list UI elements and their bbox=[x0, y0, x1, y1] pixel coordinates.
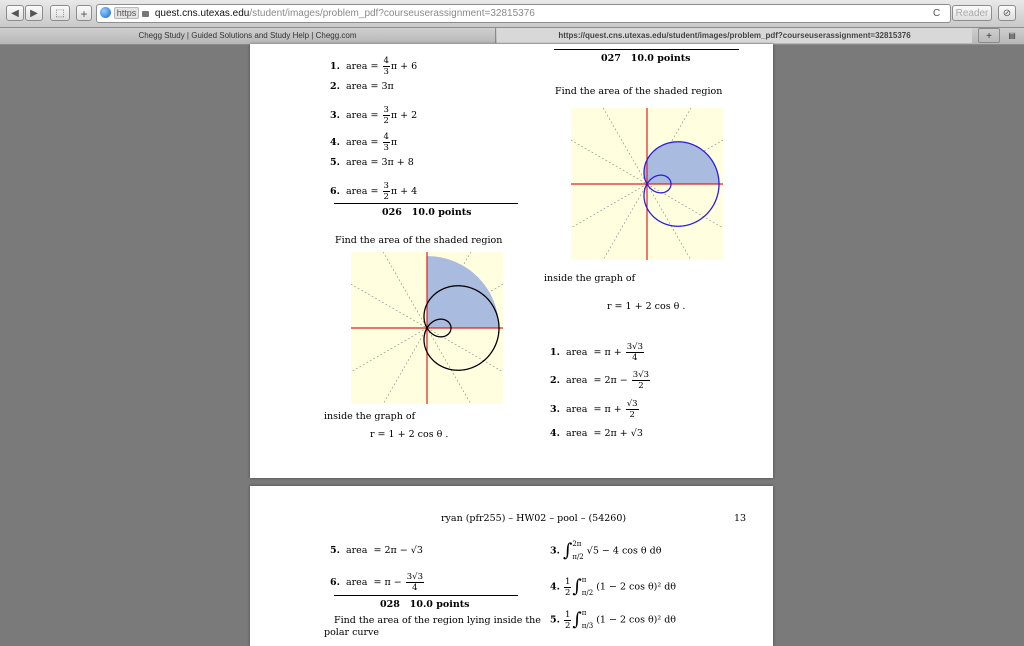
question-027-equation: r = 1 + 2 cos θ . bbox=[607, 301, 686, 312]
question-026-inside: inside the graph of bbox=[324, 411, 416, 422]
integral-sign: ∫ bbox=[572, 609, 582, 630]
pdf-page-13 bbox=[250, 486, 773, 646]
new-tab-button[interactable] bbox=[76, 5, 92, 21]
reload-icon[interactable]: C bbox=[933, 8, 941, 19]
question-026-header: 026 10.0 points bbox=[382, 207, 472, 218]
answer-027-4: 4. area = 2π + √3 bbox=[550, 428, 643, 439]
page-number: 13 bbox=[734, 513, 747, 524]
stop-button[interactable] bbox=[998, 5, 1016, 21]
answer-5: 5. area = 3π + 8 bbox=[330, 157, 414, 168]
answer-027-2: 2. area = 2π − $\frac{3√3}{2}$ bbox=[550, 370, 650, 391]
question-028-prompt-line2: polar curve bbox=[324, 627, 380, 638]
url-scheme: https bbox=[114, 7, 140, 19]
url-domain: quest.cns.utexas.edu bbox=[154, 8, 250, 19]
stop-icon: ⊘ bbox=[1002, 8, 1012, 19]
plus-icon: + bbox=[986, 31, 992, 42]
question-027-header: 027 10.0 points bbox=[601, 53, 691, 64]
forward-button[interactable] bbox=[25, 5, 43, 21]
answer-5: 5. area = 2π − √3 bbox=[330, 545, 423, 556]
answer-6: 6. area = $\frac{3}{2}$ π + 4 bbox=[330, 181, 418, 202]
question-027-inside: inside the graph of bbox=[544, 273, 636, 284]
tab-chegg[interactable]: Chegg Study | Guided Solutions and Study Help | Chegg.com bbox=[0, 28, 496, 43]
question-026-equation: r = 1 + 2 cos θ . bbox=[370, 429, 449, 440]
answer-2: 2. area = 3π bbox=[330, 81, 394, 92]
answer-3: 3. area = $\frac{3}{2}$ π + 2 bbox=[330, 105, 418, 126]
add-tab-button[interactable] bbox=[978, 28, 1000, 43]
answer-4: 4. area = $\frac{4}{3}$ π bbox=[330, 132, 398, 153]
integral-sign: ∫ bbox=[572, 576, 582, 597]
forward-icon: ▶ bbox=[30, 8, 38, 19]
question-divider bbox=[334, 595, 518, 596]
url-path: /student/images/problem_pdf?courseuserassignment=32815376 bbox=[249, 8, 535, 19]
browser-toolbar bbox=[0, 0, 1024, 28]
integral-option-4: 4. $\frac{1}{2}$ ∫ π π/2 (1 − 2 cos θ)² dθ bbox=[550, 576, 677, 598]
lock-icon bbox=[142, 11, 149, 17]
tab-quest-pdf[interactable]: https://quest.cns.utexas.edu/student/images/problem_pdf?courseuserassignment=32815376 bbox=[497, 28, 972, 43]
question-027-prompt: Find the area of the shaded region bbox=[555, 86, 723, 97]
back-button[interactable] bbox=[6, 5, 24, 21]
polar-figure-027 bbox=[571, 108, 723, 260]
page-header: ryan (pfr255) – HW02 – pool – (54260) bbox=[441, 513, 627, 524]
back-icon: ◀ bbox=[11, 8, 19, 19]
tab-bar bbox=[0, 28, 1024, 45]
answer-027-1: 1. area = π + $\frac{3√3}{4}$ bbox=[550, 342, 643, 363]
integral-option-3: 3. ∫ 2π π/2 √5 − 4 cos θ dθ bbox=[550, 540, 662, 561]
address-bar[interactable] bbox=[96, 4, 951, 23]
question-divider bbox=[554, 49, 739, 50]
question-divider bbox=[334, 203, 518, 204]
answer-6: 6. area = π − $\frac{3√3}{4}$ bbox=[330, 572, 423, 593]
answer-1: 1. area = $\frac{4}{3}$ π + 6 bbox=[330, 56, 418, 77]
share-icon: ⬚ bbox=[55, 8, 65, 19]
question-028-header: 028 10.0 points bbox=[380, 599, 470, 610]
integral-option-5: 5. $\frac{1}{2}$ ∫ π π/3 (1 − 2 cos θ)² dθ bbox=[550, 609, 677, 631]
tab-overview-icon[interactable]: ▤ bbox=[1008, 31, 1016, 40]
answer-027-3: 3. area = π + $\frac{√3}{2}$ bbox=[550, 399, 638, 420]
integral-sign: ∫ bbox=[562, 540, 573, 561]
plus-icon: + bbox=[80, 7, 88, 21]
pdf-page-12 bbox=[250, 44, 773, 478]
share-button[interactable] bbox=[50, 5, 70, 21]
reader-button[interactable]: Reader bbox=[952, 5, 992, 21]
question-026-prompt: Find the area of the shaded region bbox=[335, 235, 503, 246]
question-028-prompt-line1: Find the area of the region lying inside the bbox=[334, 615, 541, 626]
polar-figure-026 bbox=[351, 252, 503, 404]
globe-icon bbox=[100, 7, 111, 18]
